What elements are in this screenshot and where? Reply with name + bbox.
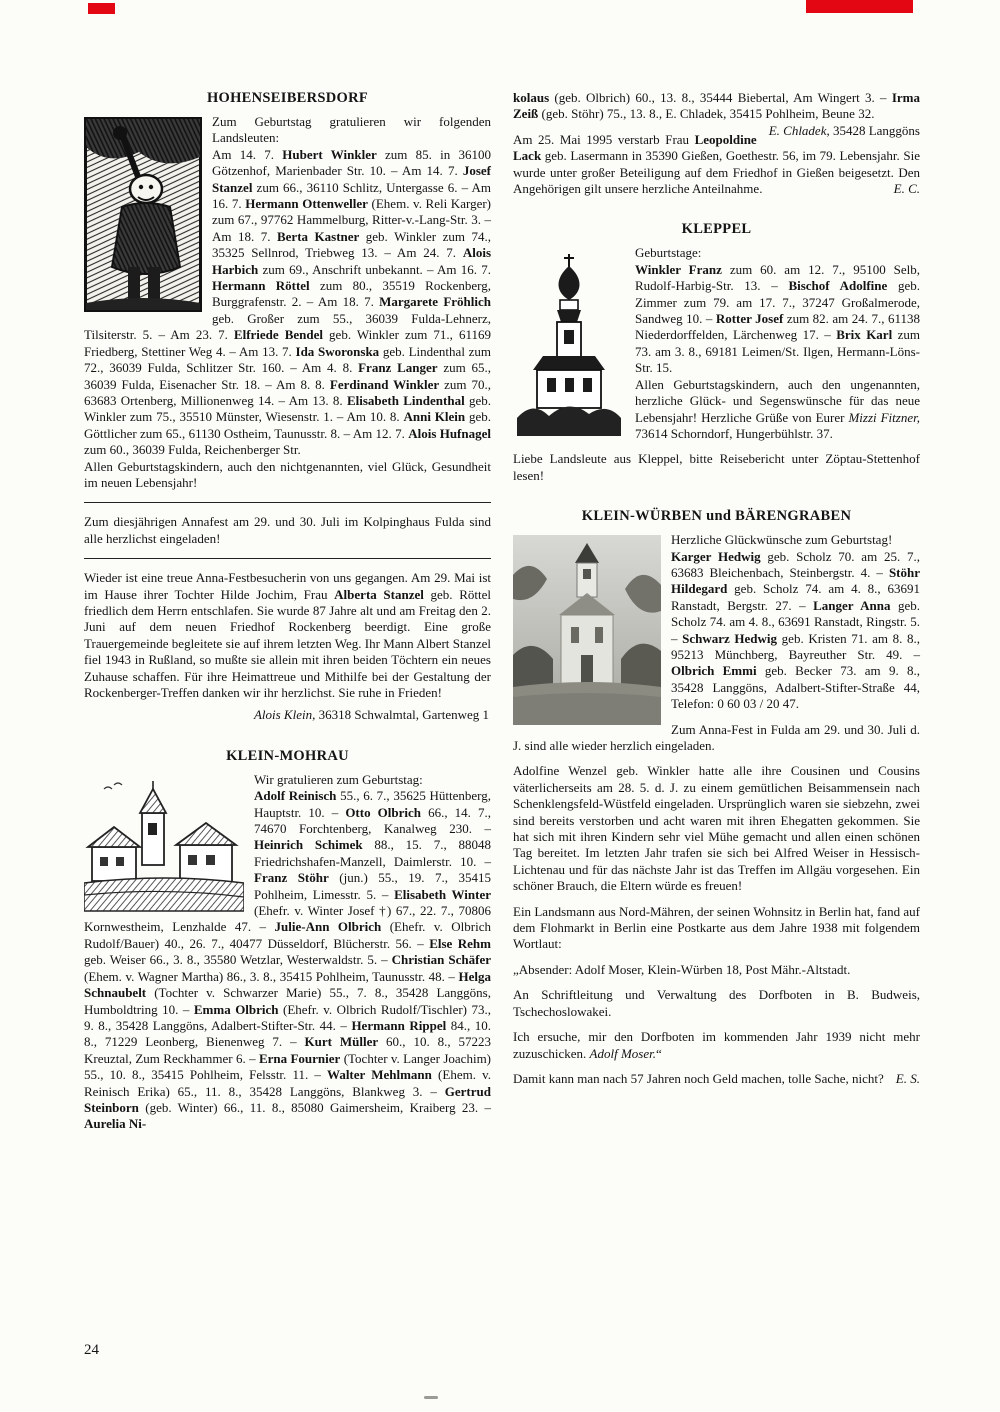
scan-artifact [424, 1396, 438, 1399]
postcard-text [513, 1029, 920, 1062]
continuation-text: kolaus (geb. Olbrich) 60., 13. 8., 35444 Biebertal, Am Wingert 3. – Irma Zeiß (geb. Stöhr) 75., 13. 8., E. Chladek, 35415 Pohlheim, Beune 32. [513, 90, 920, 122]
postcard-text-body: Ich ersuche, mir den Dorfboten im kommenden Jahr 1939 nicht mehr zuzuschicken. Adolf Moser.“ [513, 1029, 920, 1061]
red-mark-top-left [88, 3, 115, 14]
closing-remark-text: Damit kann man nach 57 Jahren noch Geld machen, tolle Sache, nicht? [513, 1070, 884, 1086]
wenzel-report: Adolfine Wenzel geb. Winkler hatte alle ihre Cousinen und Cousins väterlicherseits am 28. 5. d. J. zu einem gemütlichen Beisammensein nach Schenklengsfeld-Wüstfeld eingeladen. Ursprünglich waren sie siebzehn, zwei sind bereits verstorben und acht waren mit ihren Ehegatten gekommen. Sie hat sich mit ihren Kindern sehr viel Mühe gemacht und allen einen schönen Tag bereitet. Im letzten Jahr trafen sie sich bei Alfred Weiser in Hessisch-Lichtenau und für das nächste Jahr ist das Treffen im Allgäu vorgesehen. Ein schöner Brauch, die Eltern würde es freuen! [513, 763, 920, 894]
kleppel-note: Liebe Landsleute aus Kleppel, bitte Reisebericht unter Zöptau-Stettenhof lesen! [513, 451, 920, 483]
obituary-signature-text: Alois Klein, 36318 Schwalmtal, Gartenweg 1 [253, 707, 489, 723]
kleppel-text: Geburtstage: Winkler Franz zum 60. am 12. 7., 95100 Selb, Rudolf-Harbig-Str. 13. – Bischof Adolfine geb. Zimmer zum 79. am 17. 7., 37247 Großalmerode, Sandweg 10. – Rotter Josef zum 82. am 24. 7., 61138 Niederdorffelden, Lärchenweg 17. – Brix Karl zum 73. am 3. 8., 69181 Leimen/St. Ilgen, Hermann-Löns-Str. 15. Allen Geburtstagskindern, auch den ungenannten, herzliche Glück- und Segenswünsche für das neue Lebensjahr! Herzliche Grüße von Eurer Mizzi Fitzner, 73614 Schorndorf, Hungerbühlstr. 37. [635, 245, 921, 441]
obituary-lack-text: Am 25. Mai 1995 verstarb Frau Leopoldine Lack geb. Lasermann in 35390 Gießen, Goethestr. 56, im 79. Lebensjahr. Sie wurde unter großer Beteiligung auf dem Friedhof in Gießen beigesetzt. Den Angehörigen gilt unsere herzliche Anteilnahme. [513, 131, 920, 197]
red-mark-top-right [806, 0, 913, 13]
page-content [84, 90, 920, 1142]
hohenseibersdorf-body [84, 114, 491, 491]
postcard-sender: „Absender: Adolf Moser, Klein-Würben 18, Post Mähr.-Altstadt. [513, 961, 851, 977]
left-column [84, 90, 491, 1142]
continuation-signature: E. Chladek, 35428 Langgöns [768, 122, 920, 138]
section-title-klein-wuerben: KLEIN-WÜRBEN und BÄRENGRABEN [581, 508, 852, 525]
klein-mohrau-text: Wir gratulieren zum Geburtstag: Adolf Reinisch 55., 6. 7., 35625 Hüttenberg, Hauptstr. 10. – Otto Olbrich 66., 14. 7., 74670 Forchtenberg, Kanalweg 230. – Heinrich Schimek 88., 15. 7., 88048 Friedrichshafen-Manzell, Daimlerstr. 10. – Franz Stöhr (jun.) 55., 19. 7., 35415 Pohlheim, Limesstr. 5. – Elisabeth Winter (Ehefr. v. Winter Josef †) 67., 22. 7., 70806 Kornwestheim, Lenzhalde 47. – Julie-Ann Olbrich (Ehefr. v. Olbrich Rudolf/Bauer) 40., 26. 7., 40477 Düsseldorf, Blücherstr. 56. – Else Rehm geb. Weiser 66., 3. 8., 35580 Wetzlar, Westerwaldstr. 5. – Christian Schäfer (Ehem. v. Wagner Martha) 86., 3. 8., 35415 Pohlheim, Taunusstr. 48. – Helga Schnaubelt (Tochter v. Schwarzer Marie) 55., 7. 8., 35428 Langgöns, Humboldtring 10. – Emma Olbrich (Ehefr. v. Olbrich Rudolf/Tischler) 73., 9. 8., 35428 Langgöns, Adalbert-Stifter-Str. 44. – Hermann Rippel 84., 10. 8., 71229 Leonberg, Bienenweg 7. – Kurt Müller 60., 10. 8., 57223 Kreuztal, Zum Reckhammer 6. – Erna Fournier (Tochter v. Langer Joachim) 55., 10. 8., 35415 Pohlheim, Felsstr. 11. – Walter Mehlmann (Ehem. v. Reinisch Erika) 65., 11. 8., 35428 Langgöns, Blankweg 3. – Gertrud Steinborn (geb. Winter) 66., 11. 8., 85080 Gaimersheim, Kraiberg 23. – Aurelia Ni- [84, 771, 492, 1132]
woodcut-church-illustration [513, 248, 625, 438]
page-number: 24 [84, 1342, 99, 1358]
hohenseibersdorf-text: Zum Geburtstag gratulieren wir folgenden Landsleuten: Am 14. 7. Hubert Winkler zum 85. in 36100 Götzenhof, Marienbader Str. 10. – Am 14. 7. Josef Stanzel zum 66., 36110 Schlitz, Untergasse 6. – Am 16. 7. Hermann Ottenweller (Ehem. v. Reli Karger) zum 67., 97762 Hammelburg, Ritter-v.-Lang-Str. 3. – Am 18. 7. Berta Kastner geb. Winkler zum 74., 35325 Sellnrod, Triebweg 13. – Am 24. 7. Alois Harbich zum 69., Anschrift unbekannt. – Am 16. 7. Hermann Röttel zum 80., 35519 Rockenberg, Burggrafenstr. 2. – Am 18. 7. Margarete Fröhlich geb. Großer zum 55., 36039 Fulda-Lehnerz, Tilsiterstr. 5. – Am 23. 7. Elfriede Bendel geb. Winkler zum 71., 61169 Friedberg, Stettiner Weg 4. – Am 13. 7. Ida Sworonska geb. Lindenthal zum 72., 36039 Fulda, Schlitzer Str. 160. – Am 4. 8. Franz Langer zum 65., 36039 Fulda, Eisenacher Str. 18. – Am 8. 8. Ferdinand Winkler zum 70., 63683 Ortenberg, Millionenweg 14. – Am 13. 8. Elisabeth Lindenthal geb. Winkler zum 75., 35510 Münster, Wiesenstr. 1. – Am 10. 8. Anni Klein geb. Göttlicher zum 65., 61130 Ostheim, Taunusstr. 8. – Am 12. 7. Alois Hufnagel zum 60., 36039 Fulda, Reichenberger Str. Allen Geburtstagskindern, auch den nichtgenannten, viel Glück, Gesundheit im neuen Lebensjahr! [84, 114, 492, 490]
right-column [513, 90, 920, 1142]
section-divider [84, 502, 491, 503]
klein-wuerben-text: Herzliche Glückwünsche zum Geburtstag! Karger Hedwig geb. Scholz 70. am 25. 7., 63683 Bleichenbach, Steinbergstr. 4. – Stöhr Hildegard geb. Scholz 74. am 4. 8., 63691 Ranstadt, Bergstr. 27. – Langer Anna geb. Scholz 74. am 4. 8., 63691 Ranstadt, Ringstr. 5. – Schwarz Hedwig geb. Kristen 71. am 8. 8., 95213 Münchberg, Bayreuther Str. 49. – Olbrich Emmi geb. Becker 73. am 9. 8., 35428 Langgöns, Adalbert-Stifter-Straße 44, Telefon: 0 60 03 / 20 47. [671, 532, 921, 712]
obituary-signature [84, 707, 489, 723]
section-title-kleppel: KLEPPEL [681, 221, 752, 238]
klein-wuerben-body [513, 532, 920, 712]
section-divider [84, 558, 491, 559]
section-title-klein-mohrau: KLEIN-MOHRAU [226, 747, 349, 764]
closing-signature: E. S. [895, 1070, 920, 1086]
annafest-invitation: Zum Anna-Fest in Fulda am 29. und 30. Juli d. J. sind alle wieder herzlich eingeladen. [513, 721, 920, 753]
postcard-address: An Schriftleitung und Verwaltung des Dorfboten in B. Budweis, Tschechoslowakei. [513, 987, 920, 1019]
annafest-note: Zum diesjährigen Annafest am 29. und 30. Juli im Kolpinghaus Fulda sind alle herzlichst eingeladen! [84, 514, 491, 546]
obituary-lack [513, 132, 920, 198]
klein-mohrau-body [84, 772, 491, 1133]
section-title-hohenseibersdorf: HOHENSEIBERSDORF [206, 90, 369, 106]
obituary-stanzel [84, 570, 491, 701]
church-photo [513, 535, 661, 725]
obituary-lack-signature: E. C. [893, 181, 920, 197]
postcard-intro: Ein Landsmann aus Nord-Mähren, der seinen Wohnsitz in Berlin hat, fand auf dem Flohmarkt in Berlin eine Postkarte aus dem Jahre 1938 mit folgendem Wortlaut: [513, 903, 920, 952]
obituary-stanzel-text: Wieder ist eine treue Anna-Festbesucherin von uns gegangen. Am 29. Mai ist im Hause ihrer Tochter Hilde Jochim, Frau Alberta Stanzel geb. Röttel friedlich dem Herrn entschlafen. Sie wurde 87 Jahre alt und am Freitag den 2. Juni auf dem neuen Friedhof Rockenberg beerdigt. Eine große Trauergemeinde begleitete sie auf ihrem letzten Weg. Ihr Mann Albert Stanzel fiel 1943 in Rußland, so mußte sie allein mit ihren beiden Töchtern ein neues Zuhause schaffen. Für ihre Heimattreue und Mithilfe bei der Gestaltung der Rockenberger-Treffen danken wir ihr herzlichst. Sie ruhe in Frieden! [84, 570, 491, 700]
woodcut-man-illustration [84, 117, 202, 312]
woodcut-village-illustration [84, 775, 244, 913]
kleppel-body [513, 245, 920, 442]
closing-remark [513, 1071, 920, 1087]
klein-mohrau-continuation [513, 90, 920, 138]
